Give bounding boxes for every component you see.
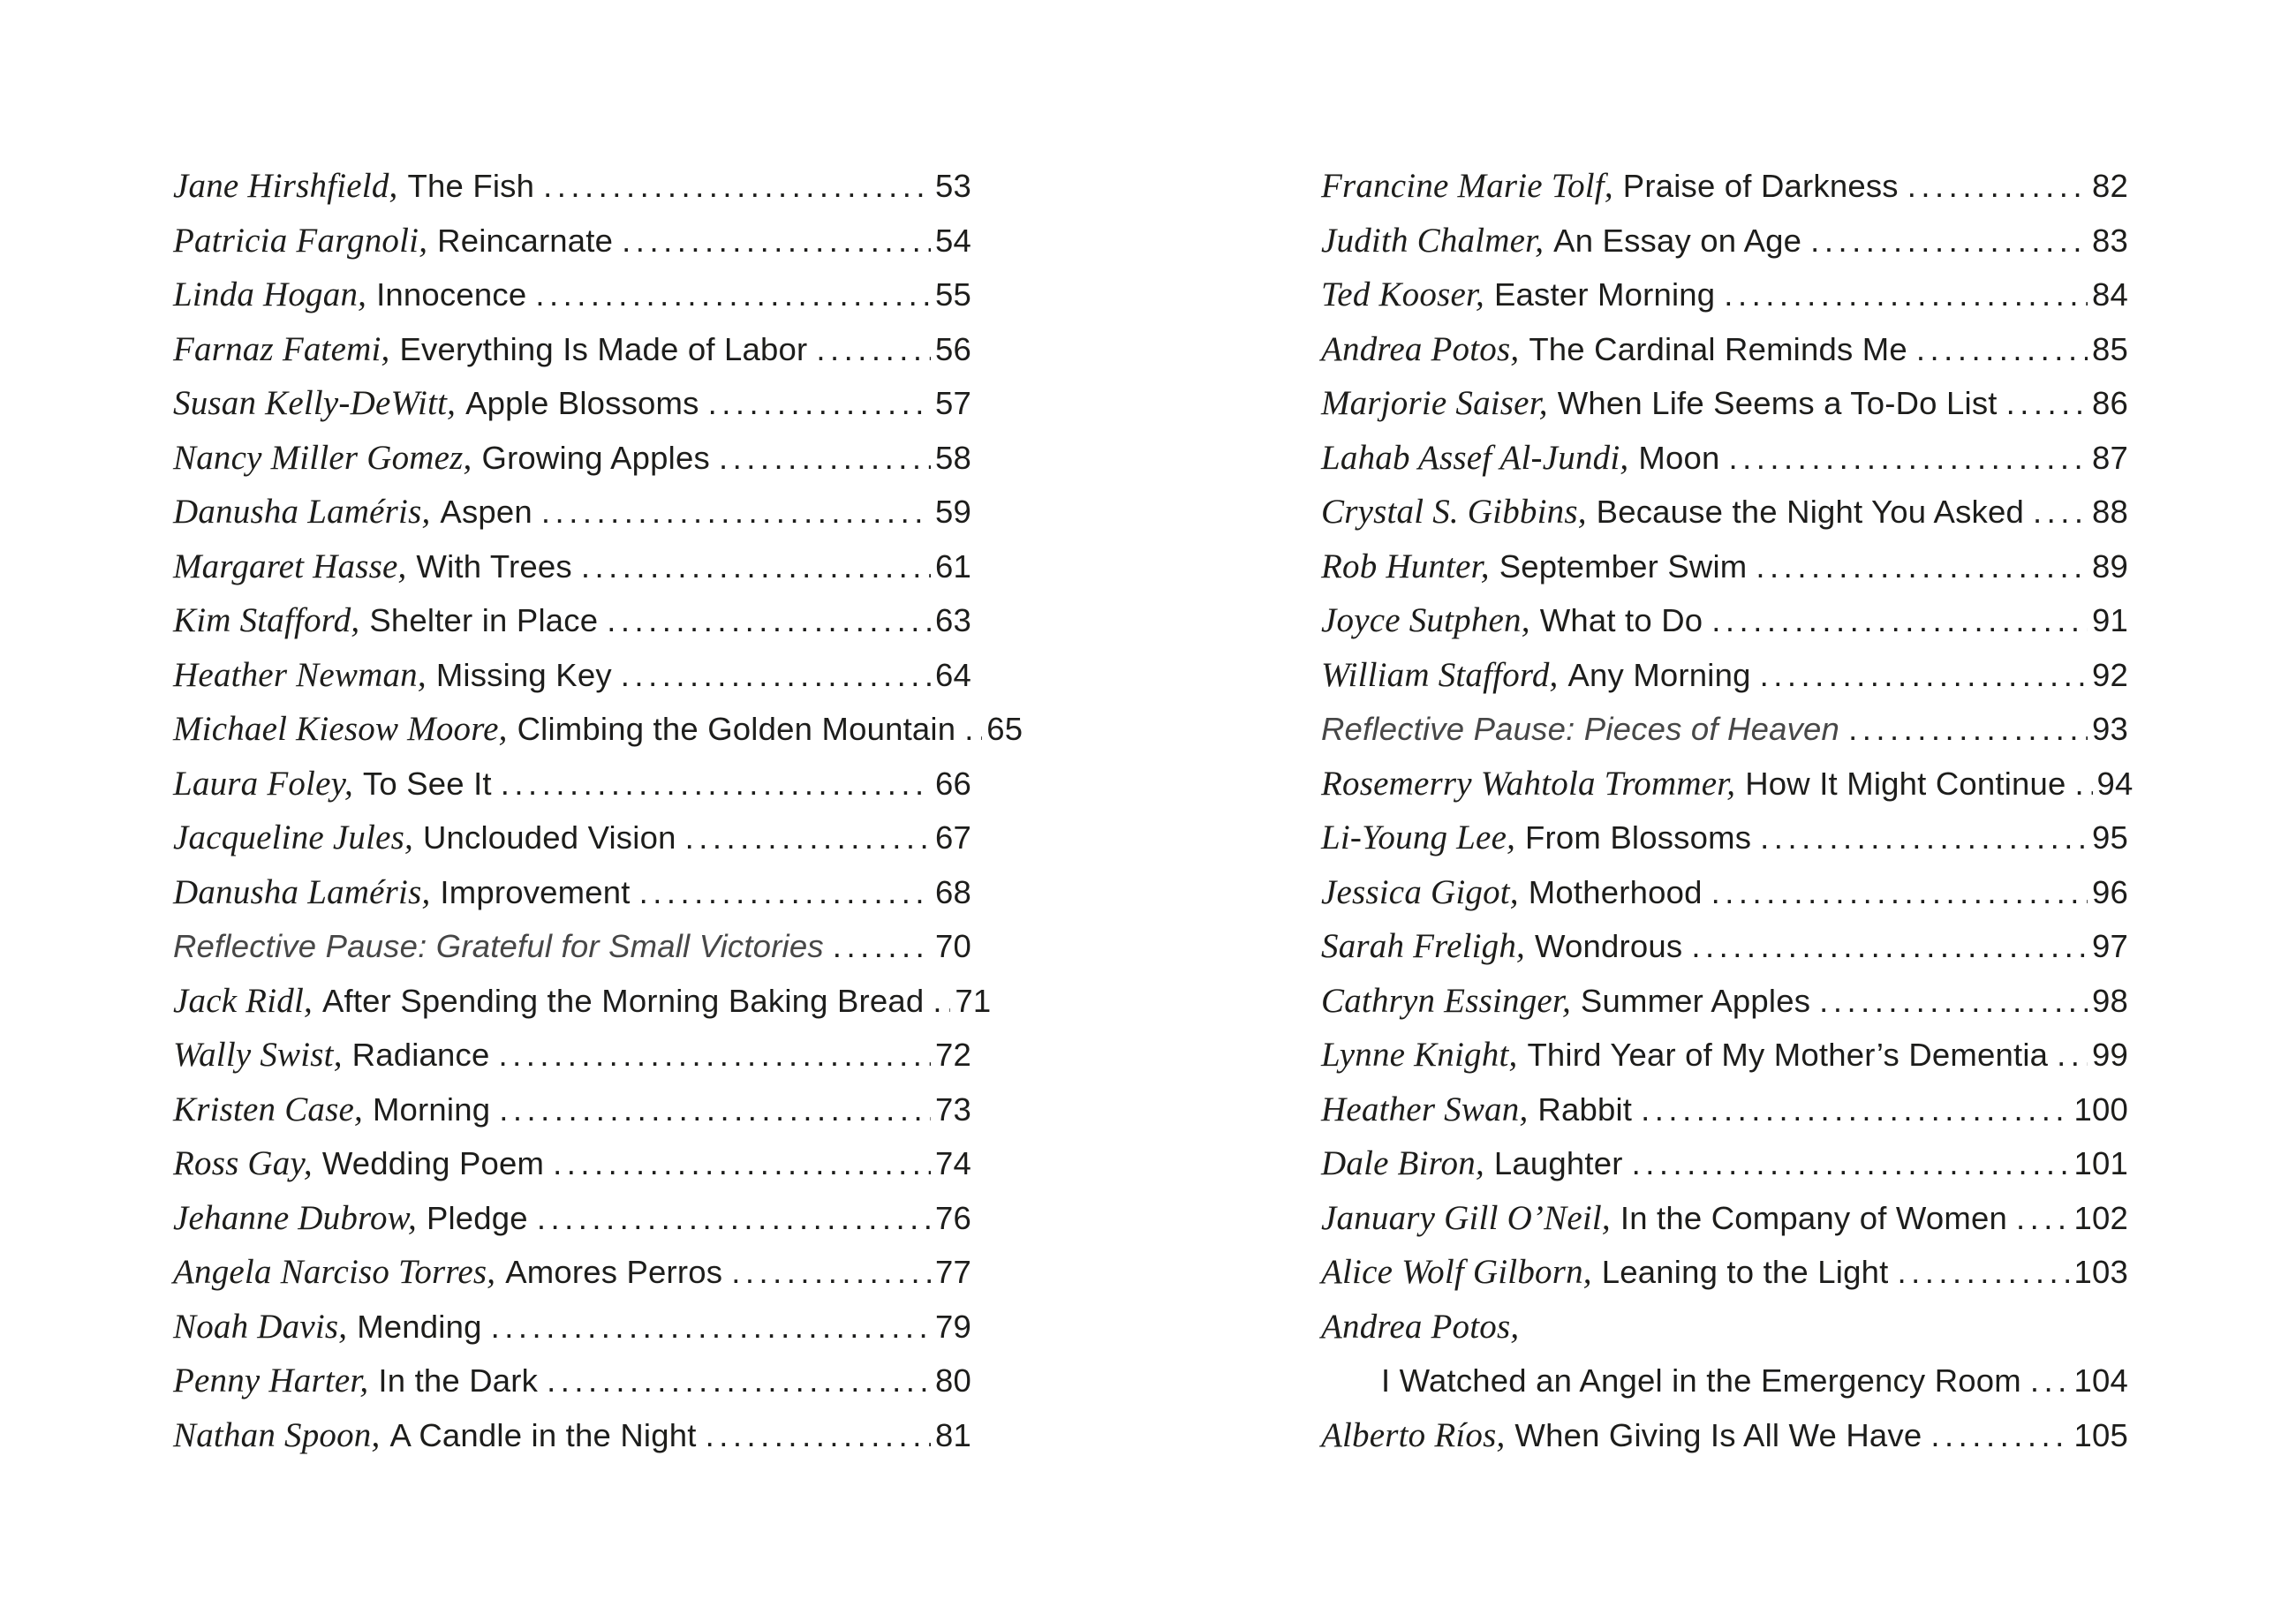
entry-author: Margaret Hasse, [173, 547, 407, 585]
entry-page-number: 73 [935, 1090, 971, 1128]
dot-leader [933, 974, 950, 1036]
entry-title: I Watched an Angel in the Emergency Room [1381, 1362, 2021, 1399]
entry-page-number: 105 [2073, 1416, 2128, 1453]
entry-author: Heather Newman, [173, 655, 427, 694]
entry-author: Patricia Fargnoli, [173, 221, 428, 260]
toc-entry [173, 811, 971, 865]
entry-title: The Cardinal Reminds Me [1529, 330, 1907, 367]
entry-page-number: 96 [2092, 873, 2128, 910]
dot-leader [1930, 1408, 2069, 1470]
entry-author: Laura Foley, [173, 764, 353, 803]
entry-page-number: 74 [935, 1145, 971, 1181]
entry-title: Moon [1638, 439, 1720, 476]
entry-title: Radiance [351, 1037, 490, 1073]
entry-author: Jessica Gigot, [1321, 872, 1519, 911]
toc-entry [1321, 811, 2128, 865]
dot-leader [1641, 1083, 2069, 1144]
dot-leader [1810, 214, 2088, 275]
entry-author: Crystal S. Gibbins, [1321, 493, 1587, 531]
entry-page-number: 82 [2092, 168, 2128, 204]
toc-entry [1321, 539, 2128, 594]
entry-title: Climbing the Golden Mountain [517, 711, 956, 747]
dot-leader [547, 1354, 931, 1415]
toc-entry [173, 974, 992, 1029]
entry-page-number: 86 [2092, 385, 2128, 421]
entry-title: With Trees [416, 547, 572, 585]
entry-page-number: 57 [935, 385, 971, 421]
entry-page-number: 67 [935, 819, 971, 856]
dot-leader [685, 811, 931, 872]
dot-leader [2016, 1191, 2070, 1253]
entry-page-number: 81 [935, 1416, 971, 1453]
dot-leader [1760, 648, 2088, 710]
toc-entry [1321, 1083, 2128, 1137]
entry-page-number: 94 [2096, 765, 2134, 802]
entry-author: William Stafford, [1321, 655, 1559, 694]
entry-author: Jane Hirshfield, [173, 167, 398, 205]
entry-title: Improvement [440, 873, 631, 910]
entry-author: Danusha Laméris, [173, 493, 431, 531]
entry-page-number: 87 [2092, 439, 2128, 476]
entry-page-number: 98 [2092, 982, 2128, 1019]
entry-author: Lynne Knight, [1321, 1036, 1518, 1074]
entry-author: Alice Wolf Gilborn, [1321, 1253, 1592, 1291]
entry-page-number: 71 [955, 982, 992, 1019]
entry-title: Innocence [376, 276, 527, 313]
entry-author: Nathan Spoon, [173, 1415, 381, 1454]
entry-page-number: 97 [2092, 928, 2128, 964]
dot-leader [1711, 865, 2088, 927]
entry-page-number: 53 [935, 168, 971, 204]
entry-title: Laughter [1493, 1145, 1623, 1181]
dot-leader [816, 322, 931, 384]
entry-title: What to Do [1539, 602, 1703, 638]
toc-entry [173, 431, 971, 486]
entry-author: Rosemerry Wahtola Trommer, [1321, 764, 1736, 803]
entry-page-number: 95 [2092, 819, 2128, 856]
toc-entry [1321, 1136, 2128, 1191]
entry-author: Michael Kiesow Moore, [173, 710, 508, 748]
entry-title: How It Might Continue [1745, 765, 2066, 802]
entry-page-number: 80 [935, 1362, 971, 1399]
toc-entry [173, 702, 1023, 757]
entry-title: Growing Apples [481, 439, 710, 476]
entry-title: Any Morning [1567, 656, 1751, 693]
toc-entry [173, 1245, 971, 1300]
entry-author: Marjorie Saiser, [1321, 384, 1548, 422]
entry-page-number: 61 [935, 547, 971, 585]
dot-leader [1907, 159, 2088, 221]
toc-entry [173, 1083, 971, 1137]
entry-page-number: 76 [935, 1199, 971, 1236]
pause-label: Reflective Pause: Pieces of Heaven [1321, 711, 1840, 747]
entry-title: Everything Is Made of Labor [399, 330, 808, 367]
entry-author: Jehanne Dubrow, [173, 1198, 417, 1237]
dot-leader [581, 539, 931, 601]
entry-author: January Gill O’Neil, [1321, 1198, 1611, 1237]
entry-author: Dale Biron, [1321, 1144, 1484, 1182]
entry-title: Easter Morning [1493, 276, 1716, 313]
entry-page-number: 89 [2092, 547, 2128, 585]
entry-author: Joyce Sutphen, [1321, 601, 1530, 639]
entry-page-number: 55 [935, 276, 971, 313]
entry-title: In the Dark [378, 1362, 539, 1399]
entry-title: Reincarnate [437, 222, 614, 259]
entry-title: Apple Blossoms [465, 385, 699, 421]
entry-title: In the Company of Women [1620, 1199, 2007, 1236]
dot-leader [537, 1191, 931, 1253]
dot-leader [1916, 322, 2088, 384]
entry-author: Cathryn Essinger, [1321, 981, 1571, 1020]
entry-page-number: 72 [935, 1037, 971, 1073]
dot-leader [2057, 1028, 2088, 1090]
entry-title: Pledge [426, 1199, 528, 1236]
entry-page-number: 83 [2092, 222, 2128, 259]
dot-leader [2033, 485, 2088, 547]
dot-leader [1848, 702, 2088, 764]
dot-leader [719, 431, 931, 493]
entry-author: Andrea Potos, [1321, 329, 1520, 368]
toc-entry [1321, 1408, 2128, 1463]
toc-entry [1321, 648, 2128, 703]
entry-page-number: 65 [986, 711, 1023, 747]
toc-column-right [1321, 159, 2134, 1462]
entry-page-number: 77 [935, 1254, 971, 1290]
entry-title: After Spending the Morning Baking Bread [321, 982, 925, 1019]
toc-entry [173, 485, 971, 539]
entry-page-number: 88 [2092, 494, 2128, 530]
pause-label: Reflective Pause: Grateful for Small Victories [173, 928, 824, 964]
dot-leader [833, 919, 931, 981]
entry-author: Ross Gay, [173, 1144, 313, 1182]
entry-page-number: 79 [935, 1308, 971, 1345]
dot-leader [639, 865, 931, 927]
entry-title: An Essay on Age [1553, 222, 1802, 259]
entry-author: Jack Ridl, [173, 981, 313, 1020]
dot-leader [553, 1136, 931, 1198]
entry-author: Sarah Freligh, [1321, 927, 1526, 965]
dot-leader [498, 1028, 931, 1090]
toc-entry [173, 1028, 971, 1083]
entry-title: Amores Perros [505, 1254, 723, 1290]
toc-entry [1321, 214, 2128, 268]
toc-entry [1321, 431, 2128, 486]
toc-entry [173, 214, 971, 268]
toc-entry [173, 159, 971, 214]
entry-page-number: 56 [935, 330, 971, 367]
entry-title: Wondrous [1535, 928, 1683, 964]
toc-entry [173, 1191, 971, 1246]
entry-author: Penny Harter, [173, 1362, 369, 1400]
toc-entry [1321, 865, 2128, 920]
entry-page-number: 92 [2092, 656, 2128, 693]
entry-page-number: 84 [2092, 276, 2128, 313]
toc-entry [173, 539, 971, 594]
entry-title: Unclouded Vision [422, 819, 676, 856]
dot-leader [499, 1083, 931, 1144]
dot-leader [607, 593, 931, 655]
entry-author: Angela Narciso Torres, [173, 1253, 496, 1291]
entry-title: Summer Apples [1580, 982, 1811, 1019]
entry-author: Linda Hogan, [173, 275, 367, 313]
toc-entry [173, 1136, 971, 1191]
entry-page-number: 64 [935, 656, 971, 693]
entry-title: Shelter in Place [369, 602, 599, 638]
toc-entry [1321, 1300, 2128, 1354]
entry-title: Motherhood [1528, 873, 1703, 910]
toc-entry [1321, 974, 2128, 1029]
entry-title: Missing Key [435, 656, 612, 693]
toc-entry [1321, 1191, 2128, 1246]
toc-entry [1321, 757, 2134, 811]
toc-entry [173, 1408, 971, 1463]
entry-title: Mending [357, 1308, 482, 1345]
entry-author: Lahab Assef Al-Jundi, [1321, 438, 1629, 477]
toc-entry [1321, 702, 2128, 757]
entry-page-number: 91 [2092, 602, 2128, 638]
entry-page-number: 66 [935, 765, 971, 802]
toc-entry [1321, 1028, 2128, 1083]
dot-leader [1711, 593, 2088, 655]
toc-entry [1321, 376, 2128, 431]
entry-page-number: 54 [935, 222, 971, 259]
entry-page-number: 68 [935, 873, 971, 910]
toc-entry [1321, 593, 2128, 648]
entry-page-number: 102 [2073, 1199, 2128, 1236]
entry-author: Rob Hunter, [1321, 547, 1490, 585]
entry-author: Alberto Ríos, [1321, 1415, 1506, 1454]
entry-author: Kristen Case, [173, 1090, 363, 1128]
entry-title: Rabbit [1537, 1090, 1633, 1128]
dot-leader [964, 702, 982, 764]
toc-entry [173, 593, 971, 648]
entry-page-number: 99 [2092, 1037, 2128, 1073]
toc-entry [173, 757, 971, 811]
entry-title: Praise of Darkness [1622, 168, 1899, 204]
entry-author: Wally Swist, [173, 1036, 343, 1074]
entry-author: Danusha Laméris, [173, 872, 431, 911]
dot-leader [1724, 268, 2088, 329]
entry-author: Kim Stafford, [173, 601, 360, 639]
toc-entry [173, 648, 971, 703]
entry-author: Farnaz Fatemi, [173, 329, 390, 368]
entry-title: Leaning to the Light [1601, 1254, 1889, 1290]
entry-page-number: 103 [2073, 1254, 2128, 1290]
toc-entry [173, 268, 971, 322]
dot-leader [706, 1408, 931, 1470]
dot-leader [501, 757, 931, 819]
entry-title: The Fish [407, 168, 535, 204]
entry-page-number: 70 [935, 928, 971, 964]
entry-page-number: 58 [935, 439, 971, 476]
toc-entry [1321, 1245, 2128, 1300]
dot-leader [622, 214, 931, 275]
dot-leader [1760, 811, 2088, 872]
dot-leader [1691, 919, 2088, 981]
entry-title: Because the Night You Asked [1596, 494, 2024, 530]
entry-page-number: 59 [935, 494, 971, 530]
entry-page-number: 100 [2073, 1090, 2128, 1128]
entry-title: From Blossoms [1525, 819, 1752, 856]
dot-leader [2030, 1354, 2070, 1415]
entry-title: Wedding Poem [321, 1145, 545, 1181]
entry-title: September Swim [1499, 547, 1748, 585]
dot-leader [1728, 431, 2088, 493]
entry-title: Morning [372, 1090, 491, 1128]
entry-author: Nancy Miller Gomez, [173, 438, 472, 477]
entry-page-number: 85 [2092, 330, 2128, 367]
toc-entry [173, 1300, 971, 1354]
entry-title: When Giving Is All We Have [1514, 1416, 1922, 1453]
entry-page-number: 93 [2092, 711, 2128, 747]
toc-entry [173, 919, 971, 974]
toc-entry [1321, 268, 2128, 322]
dot-leader [731, 1245, 931, 1307]
dot-leader [621, 648, 931, 710]
entry-author: Andrea Potos, [1321, 1307, 1520, 1346]
entry-title: A Candle in the Night [389, 1416, 697, 1453]
entry-page-number: 101 [2073, 1145, 2128, 1181]
dot-leader [1756, 539, 2088, 601]
toc-entry [1321, 1354, 2128, 1408]
dot-leader [1632, 1136, 2070, 1198]
toc-entry [173, 376, 971, 431]
dot-leader [2075, 757, 2093, 819]
entry-title: To See It [362, 765, 492, 802]
entry-author: Francine Marie Tolf, [1321, 167, 1613, 205]
entry-page-number: 63 [935, 602, 971, 638]
dot-leader [535, 268, 931, 329]
toc-entry [173, 1354, 971, 1408]
dot-leader [1897, 1245, 2069, 1307]
entry-author: Heather Swan, [1321, 1090, 1529, 1128]
dot-leader [491, 1300, 931, 1362]
dot-leader [2006, 376, 2088, 438]
entry-author: Noah Davis, [173, 1307, 348, 1346]
entry-author: Susan Kelly-DeWitt, [173, 384, 457, 422]
dot-leader [1819, 974, 2088, 1036]
toc-entry [1321, 322, 2128, 377]
entry-author: Jacqueline Jules, [173, 819, 413, 856]
entry-title: Aspen [440, 494, 532, 530]
toc-column-left [173, 159, 1023, 1462]
entry-title: Third Year of My Mother’s Dementia [1527, 1037, 2049, 1073]
entry-author: Li-Young Lee, [1321, 819, 1516, 856]
dot-leader [541, 485, 931, 547]
dot-leader [708, 376, 931, 438]
toc-entry [173, 865, 971, 920]
entry-title: When Life Seems a To-Do List [1557, 385, 1998, 421]
entry-author: Judith Chalmer, [1321, 221, 1545, 260]
entry-author: Ted Kooser, [1321, 275, 1484, 313]
entry-page-number: 104 [2073, 1362, 2128, 1399]
toc-entry [1321, 919, 2128, 974]
toc-entry [1321, 159, 2128, 214]
dot-leader [543, 159, 931, 221]
toc-entry [1321, 485, 2128, 539]
toc-entry [173, 322, 971, 377]
